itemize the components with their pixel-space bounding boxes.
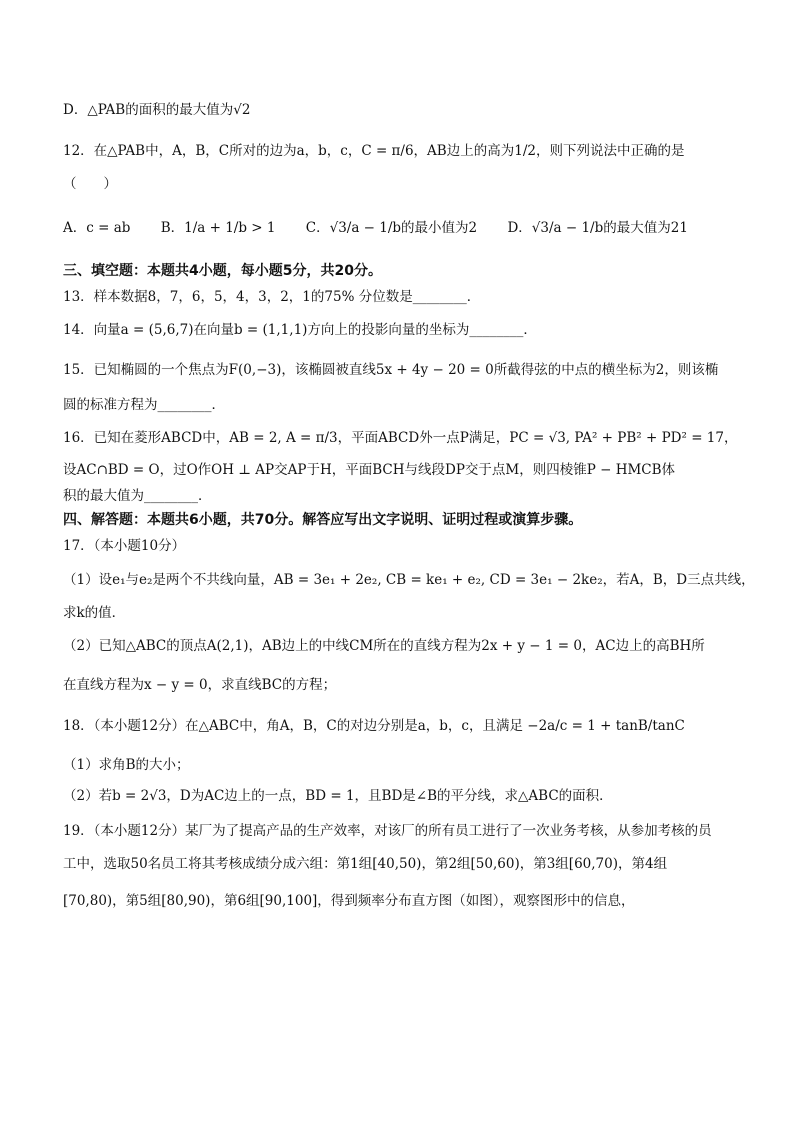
- q12-option-d: D．√3/a − 1/b的最大值为21: [507, 220, 688, 236]
- q12-option-b: B．1/a + 1/b > 1: [160, 220, 276, 236]
- q19-line2: 工中，选取50名员工将其考核成绩分成六组：第1组[40,50)，第2组[50,60)，第3组[60,70)，第4组: [63, 856, 668, 872]
- q18-part2: （2）若b = 2√3，D为AC边上的一点，BD = 1，且BD是∠B的平分线，求△ABC的面积．: [63, 788, 613, 804]
- q19-line3: [70,80)，第5组[80,90)，第6组[90,100]，得到频率分布直方图（如图），观察图形中的信息，: [63, 893, 635, 909]
- q19-line1: 19．（本小题12分）某厂为了提高产品的生产效率，对该厂的所有员工进行了一次业务考核，从参加考核的员: [63, 823, 712, 839]
- q17-part2-line1: （2）已知△ABC的顶点A(2,1)，AB边上的中线CM所在的直线方程为2x + y − 1 = 0，AC边上的高BH所: [63, 638, 705, 654]
- q17-part1-line2: 求k的值．: [63, 605, 126, 621]
- q13-text: 13．样本数据8，7，6，5，4，3，2，1的75% 分位数是________．: [63, 289, 481, 305]
- q12-options: [63, 220, 754, 236]
- q14-text: 14．向量a = (5,6,7)在向量b = (1,1,1)方向上的投影向量的坐标为________．: [63, 322, 537, 338]
- q12-option-a: A．c = ab: [63, 220, 131, 236]
- q16-line2: 设AC∩BD = O，过O作OH ⊥ AP交AP于H，平面BCH与线段DP交于点M，则四棱锥P − HMCB体: [63, 462, 676, 478]
- section3-heading: 三、填空题：本题共4小题，每小题5分，共20分。: [63, 263, 382, 279]
- q11-option-d: D．△PAB的面积的最大值为√2: [63, 102, 251, 118]
- q12-stem: 12．在△PAB中，A，B，C所对的边为a，b，c，C = π/6，AB边上的高为1/2，则下列说法中正确的是: [63, 143, 685, 159]
- q12-option-c: C．√3/a − 1/b的最小值为2: [305, 220, 478, 236]
- q17-part1-line1: （1）设e₁与e₂是两个不共线向量，AB = 3e₁ + 2e₂, CB = ke₁ + e₂, CD = 3e₁ − 2ke₂，若A，B，D三点共线，: [63, 572, 755, 588]
- q16-line3: 积的最大值为________．: [63, 488, 212, 504]
- q17-header: 17．（本小题10分）: [63, 538, 186, 554]
- q18-part1: （1）求角B的大小；: [63, 757, 190, 773]
- q15-line2: 圆的标准方程为________．: [63, 397, 225, 413]
- q12-paren: （ ）: [63, 176, 117, 192]
- q16-line1: 16．已知在菱形ABCD中，AB = 2, A = π/3，平面ABCD外一点P满足，PC = √3, PA² + PB² + PD² = 17，: [63, 430, 738, 446]
- q15-line1: 15．已知椭圆的一个焦点为F(0,−3)，该椭圆被直线5x + 4y − 20 = 0所截得弦的中点的横坐标为2，则该椭: [63, 362, 719, 378]
- section4-heading: 四、解答题：本题共6小题，共70分。解答应写出文字说明、证明过程或演算步骤。: [63, 512, 583, 528]
- q17-part2-line2: 在直线方程为x − y = 0，求直线BC的方程；: [63, 677, 337, 693]
- q18-stem: 18．（本小题12分）在△ABC中，角A，B，C的对边分别是a，b，c，且满足 −2a/c = 1 + tanB/tanC: [63, 718, 685, 734]
